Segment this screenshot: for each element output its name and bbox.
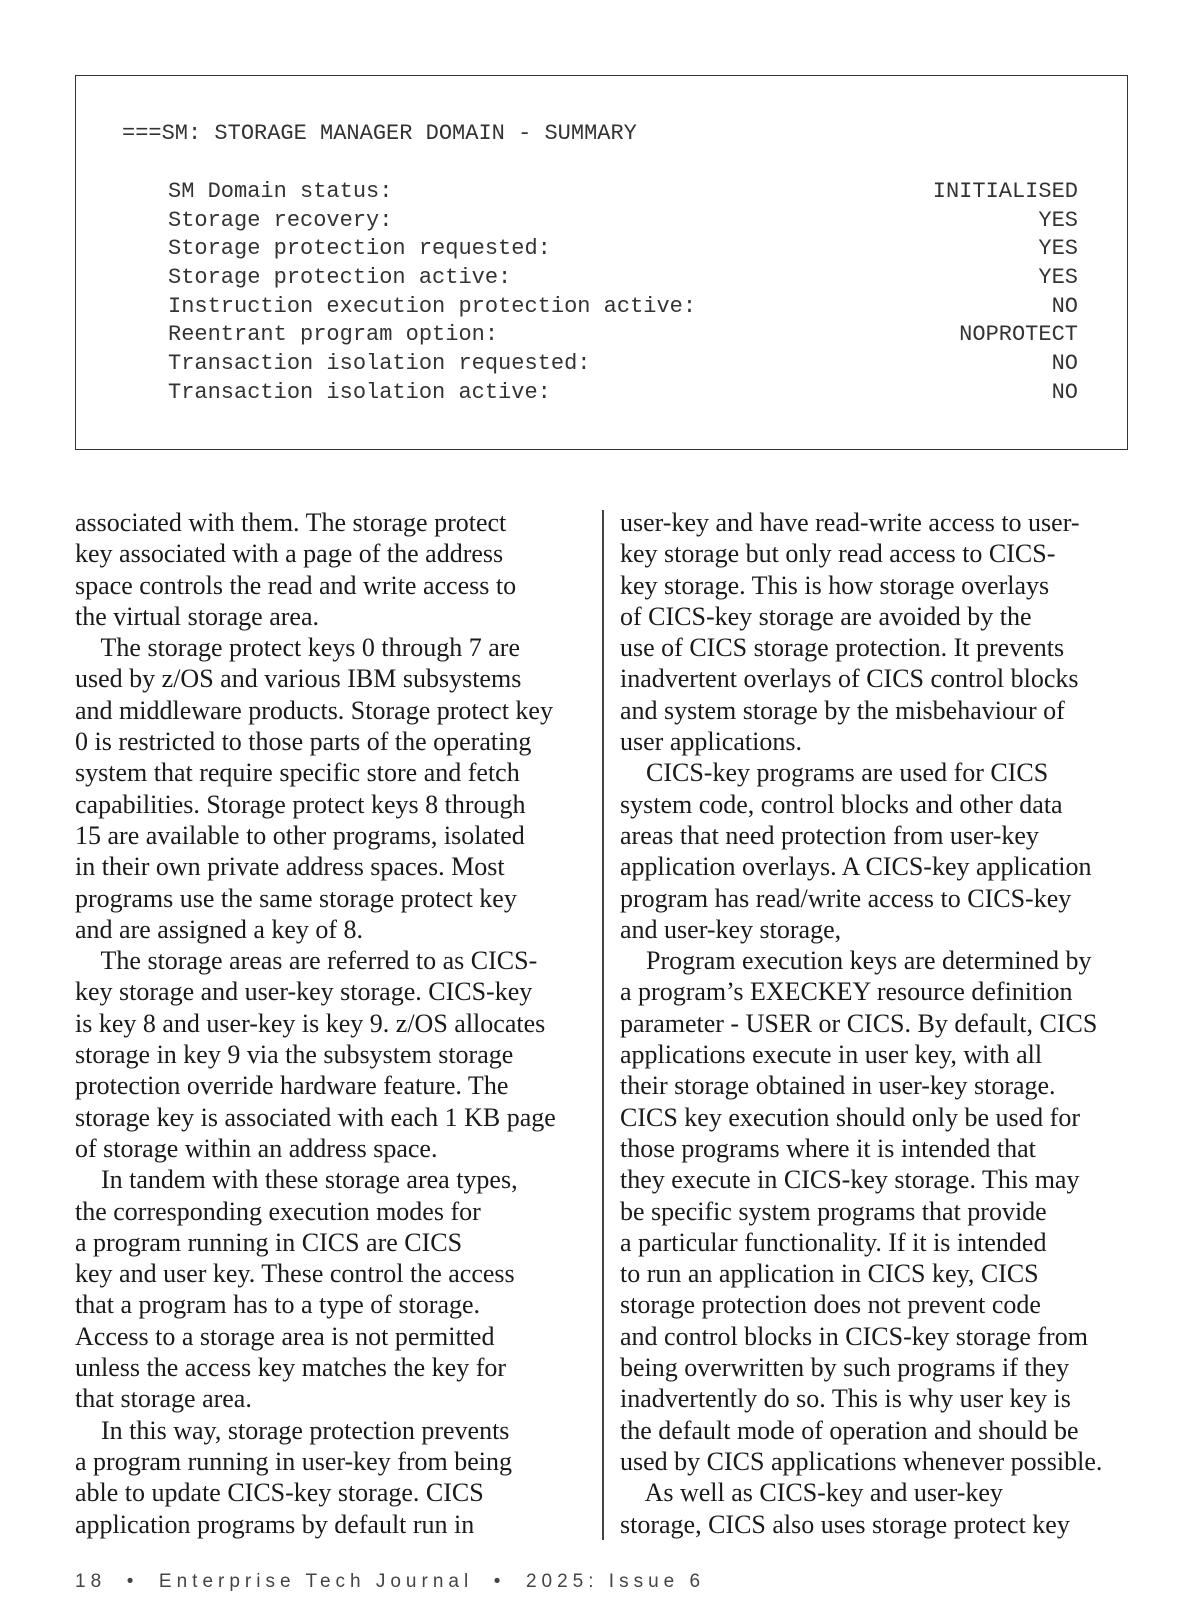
row-label: Transaction isolation requested:: [168, 351, 591, 377]
text-line: and control blocks in CICS-key storage from: [620, 1321, 1088, 1351]
text-line: a program running in user-key from being: [75, 1446, 513, 1476]
text-line: and user-key storage,: [620, 914, 842, 944]
text-line: their storage obtained in user-key storage.: [620, 1071, 1056, 1101]
publication-name: Enterprise Tech Journal: [158, 1571, 474, 1592]
issue-label: 2025: Issue 6: [525, 1571, 706, 1592]
text-line: storage key is associated with each 1 KB page: [75, 1102, 556, 1132]
text-line: application overlays. A CICS-key application: [620, 852, 1092, 882]
text-line: the corresponding execution modes for: [75, 1196, 481, 1226]
text-line: key associated with a page of the address: [75, 539, 504, 569]
text-line: used by z/OS and various IBM subsystems: [75, 664, 522, 694]
text-line: Program execution keys are determined by: [620, 946, 1092, 976]
text-line: associated with them. The storage protect: [75, 508, 507, 537]
text-line: inadvertently do so. This is why user key is: [620, 1384, 1071, 1414]
text-line: protection override hardware feature. The: [75, 1071, 509, 1101]
figure-row: [168, 264, 1078, 293]
row-value: NO: [1051, 351, 1078, 377]
text-line: a particular functionality. If it is intended: [620, 1227, 1047, 1257]
text-line: to run an application in CICS key, CICS: [620, 1259, 1039, 1289]
figure-row: [168, 293, 1078, 322]
row-value: NOPROTECT: [959, 322, 1078, 348]
text-line: and system storage by the misbehaviour of: [620, 695, 1065, 725]
row-label: Storage protection requested:: [168, 236, 551, 262]
figure-row: [168, 350, 1078, 379]
text-line: The storage protect keys 0 through 7 are: [75, 633, 520, 663]
text-line: in their own private address spaces. Most: [75, 852, 505, 882]
row-label: Storage recovery:: [168, 207, 393, 233]
text-line: a program running in CICS are CICS: [75, 1227, 463, 1257]
text-line: key storage and user-key storage. CICS-key: [75, 977, 533, 1007]
row-label: SM Domain status:: [168, 179, 393, 204]
row-label: Storage protection active:: [168, 265, 512, 291]
text-line: being overwritten by such programs if they: [620, 1353, 1070, 1383]
text-line: 0 is restricted to those parts of the operating: [75, 727, 532, 757]
right-text-column: [620, 507, 1130, 1540]
row-value: YES: [1038, 207, 1078, 233]
text-line: the default mode of operation and should be: [620, 1415, 1079, 1445]
text-line: The storage areas are referred to as CICS-: [75, 946, 538, 976]
text-line: unless the access key matches the key for: [75, 1353, 507, 1383]
text-line: user applications.: [620, 727, 802, 757]
text-line: In this way, storage protection prevents: [75, 1415, 510, 1445]
text-line: storage protection does not prevent code: [620, 1290, 1041, 1320]
storage-manager-summary-figure: [75, 75, 1128, 450]
text-line: In tandem with these storage area types,: [75, 1165, 518, 1195]
text-line: a program’s EXECKEY resource definition: [620, 977, 1073, 1007]
text-line: able to update CICS-key storage. CICS: [75, 1478, 484, 1508]
figure-row: [168, 235, 1078, 264]
figure-row: [168, 321, 1078, 350]
text-line: and middleware products. Storage protect key: [75, 695, 553, 725]
row-value: INITIALISED: [932, 179, 1078, 204]
page-number: 18: [75, 1571, 107, 1592]
text-line: those programs where it is intended that: [620, 1133, 1036, 1163]
text-line: capabilities. Storage protect keys 8 through: [75, 789, 526, 819]
text-line: and are assigned a key of 8.: [75, 914, 364, 944]
row-label: Instruction execution protection active:: [168, 293, 697, 319]
text-line: the virtual storage area.: [75, 601, 319, 631]
column-divider: [602, 510, 604, 1540]
row-label: Reentrant program option:: [168, 322, 499, 348]
text-line: that storage area.: [75, 1384, 252, 1414]
figure-row: [168, 379, 1078, 408]
text-line: program has read/write access to CICS-key: [620, 883, 1072, 913]
text-line: they execute in CICS-key storage. This may: [620, 1165, 1080, 1195]
text-line: key storage. This is how storage overlays: [620, 570, 1050, 600]
text-line: key and user key. These control the access: [75, 1259, 515, 1289]
text-line: space controls the read and write access to: [75, 570, 517, 600]
text-line: be specific system programs that provide: [620, 1196, 1047, 1226]
text-line: storage, CICS also uses storage protect key: [620, 1509, 1070, 1539]
figure-title: ===SM: STORAGE MANAGER DOMAIN - SUMMARY: [122, 121, 637, 146]
text-line: storage in key 9 via the subsystem storage: [75, 1040, 514, 1070]
text-line: As well as CICS-key and user-key: [620, 1478, 1003, 1508]
figure-row: [168, 178, 1078, 207]
row-label: Transaction isolation active:: [168, 379, 551, 405]
text-line: areas that need protection from user-key: [620, 820, 1039, 850]
text-line: Access to a storage area is not permitted: [75, 1321, 495, 1351]
text-line: parameter - USER or CICS. By default, CICS: [620, 1008, 1098, 1038]
text-line: CICS key execution should only be used for: [620, 1102, 1080, 1132]
text-line: user-key and have read-write access to user-: [620, 508, 1080, 537]
row-value: YES: [1038, 236, 1078, 262]
row-value: NO: [1051, 379, 1078, 405]
text-line: use of CICS storage protection. It prevents: [620, 633, 1065, 663]
text-line: application programs by default run in: [75, 1509, 475, 1539]
figure-rows: [168, 178, 1078, 408]
text-line: is key 8 and user-key is key 9. z/OS allocates: [75, 1008, 546, 1038]
text-line: system that require specific store and fetch: [75, 758, 520, 788]
text-line: key storage but only read access to CICS-: [620, 539, 1056, 569]
text-line: of CICS-key storage are avoided by the: [620, 601, 1032, 631]
text-line: CICS-key programs are used for CICS: [620, 758, 1049, 788]
text-line: that a program has to a type of storage.: [75, 1290, 481, 1320]
text-line: programs use the same storage protect key: [75, 883, 517, 913]
text-line: applications execute in user key, with all: [620, 1040, 1043, 1070]
page-footer: 18 • Enterprise Tech Journal • 2025: Issue 6: [75, 1571, 706, 1592]
text-line: of storage within an address space.: [75, 1133, 438, 1163]
row-value: NO: [1051, 293, 1078, 319]
row-value: YES: [1038, 265, 1078, 291]
text-line: 15 are available to other programs, isolated: [75, 820, 525, 850]
left-text-column: [75, 507, 585, 1540]
text-line: inadvertent overlays of CICS control blocks: [620, 664, 1079, 694]
figure-row: [168, 207, 1078, 236]
text-line: used by CICS applications whenever possible.: [620, 1446, 1103, 1476]
text-line: system code, control blocks and other data: [620, 789, 1063, 819]
